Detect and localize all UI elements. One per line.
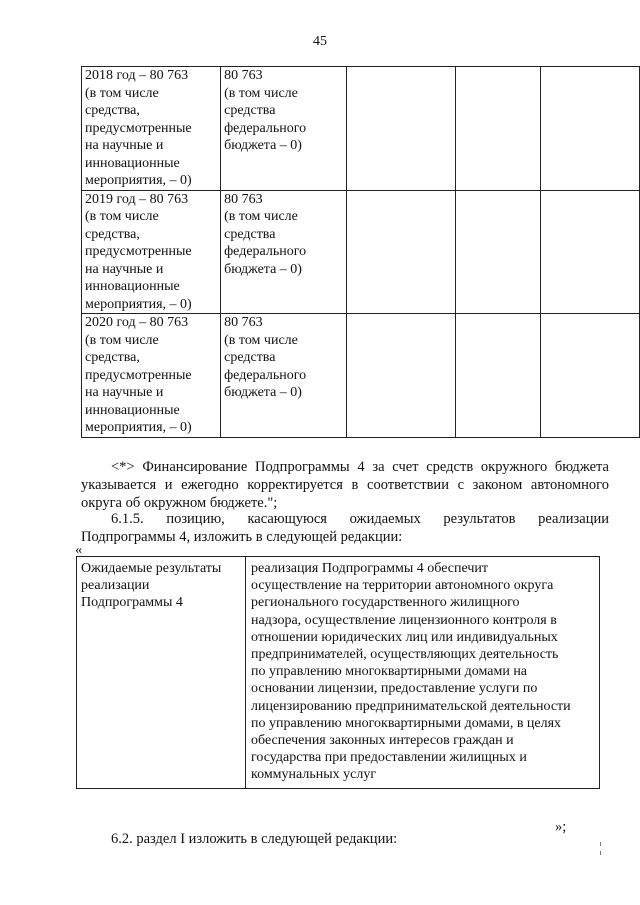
footnote-paragraph: <*> Финансирование Подпрограммы 4 за счет средств окружного бюджета указывается и ежегодно корректируется в соответствии с законом автономного округа об окружном бюджете."; <box>81 459 609 511</box>
cell-line: бюджета – 0) <box>224 138 302 153</box>
cell-line: 80 763 <box>224 315 263 330</box>
cell-line: инновационные <box>85 155 180 171</box>
result-line: реализация Подпрограммы 4 обеспечит <box>251 561 488 576</box>
label-line: реализации <box>81 578 150 594</box>
result-line: обеспечения законных интересов граждан и <box>251 733 514 749</box>
cell-line: (в том числе <box>224 209 298 224</box>
expected-results-label-cell <box>77 557 246 789</box>
table-cell <box>455 190 540 314</box>
item-6-2-paragraph: 6.2. раздел I изложить в следующей редакции: <box>111 831 398 847</box>
table-cell <box>221 314 346 438</box>
cell-line: (в том числе <box>224 332 298 348</box>
cell-line: бюджета – 0) <box>224 261 302 277</box>
item-6-1-5-paragraph: 6.1.5. позицию, касающуюся ожидаемых результатов реализации Подпрограммы 4, изложить в следующей редакции: <box>81 511 609 545</box>
table-cell <box>221 67 346 191</box>
expected-results-table <box>76 556 600 789</box>
table-cell <box>82 190 221 314</box>
table-cell <box>346 67 455 191</box>
label-line: Ожидаемые результаты <box>81 561 222 576</box>
table-cell <box>346 314 455 438</box>
cell-line: инновационные <box>85 279 180 294</box>
table-cell <box>221 190 346 314</box>
result-line: регионального государственного жилищного <box>251 595 520 611</box>
closing-quote: »; <box>555 819 567 835</box>
table-row <box>77 557 600 789</box>
table-row <box>82 67 640 191</box>
cell-line: (в том числе <box>85 209 159 224</box>
cell-line: федерального <box>224 367 307 383</box>
financing-table <box>81 66 640 438</box>
cell-line: (в том числе <box>85 332 159 348</box>
table-row <box>82 190 640 314</box>
cell-line: на научные и <box>85 385 164 400</box>
table-cell <box>541 190 640 314</box>
cell-line: 2020 год – 80 763 <box>85 315 189 330</box>
cell-line: средства, <box>85 103 140 118</box>
label-line: Подпрограммы 4 <box>81 595 183 611</box>
table-cell <box>541 314 640 438</box>
cell-line: средства <box>224 103 276 118</box>
cell-line: средства, <box>85 350 140 365</box>
cell-line: федерального <box>224 244 307 259</box>
cell-line: 80 763 <box>224 191 263 207</box>
cell-line: предусмотренные <box>85 367 192 383</box>
cell-line: бюджета – 0) <box>224 385 302 400</box>
cell-line: федерального <box>224 120 307 136</box>
cell-line: инновационные <box>85 402 180 418</box>
cell-line: предусмотренные <box>85 244 192 259</box>
scan-mark <box>600 842 601 846</box>
result-line: предпринимателей, осуществляющих деятельность <box>251 647 559 663</box>
table-cell <box>82 67 221 191</box>
cell-line: мероприятия, – 0) <box>85 296 192 312</box>
table-cell <box>346 190 455 314</box>
table-cell <box>455 67 540 191</box>
cell-line: мероприятия, – 0) <box>85 173 192 188</box>
cell-line: 80 763 <box>224 68 263 83</box>
result-line: по управлению многоквартирными домами, в целях <box>251 715 562 731</box>
cell-line: 2019 год – 80 763 <box>85 191 189 207</box>
cell-line: на научные и <box>85 261 164 277</box>
result-line: государства при предоставлении жилищных и <box>251 750 527 766</box>
cell-line: предусмотренные <box>85 120 192 136</box>
result-line: осуществление на территории автономного округа <box>251 578 554 594</box>
opening-quote: « <box>75 542 83 558</box>
result-line: отношении юридических лиц или индивидуальных <box>251 629 558 645</box>
table-row <box>82 314 640 438</box>
cell-line: средства, <box>85 226 140 242</box>
cell-line: мероприятия, – 0) <box>85 420 192 435</box>
table-cell <box>82 314 221 438</box>
result-line: по управлению многоквартирными домами на <box>251 664 528 680</box>
result-line: лицензированию предпринимательской деятельности <box>251 698 571 714</box>
page-number: 45 <box>313 34 327 49</box>
result-line: надзора, осуществление лицензионного контроля в <box>251 612 557 628</box>
cell-line: (в том числе <box>224 85 298 101</box>
table-cell <box>455 314 540 438</box>
cell-line: на научные и <box>85 138 164 153</box>
cell-line: средства <box>224 350 276 365</box>
result-line: коммунальных услуг <box>251 767 377 783</box>
cell-line: (в том числе <box>85 85 159 101</box>
cell-line: средства <box>224 226 276 242</box>
result-line: основании лицензии, предоставление услуги по <box>251 681 538 697</box>
cell-line: 2018 год – 80 763 <box>85 68 189 83</box>
scan-mark <box>600 851 601 855</box>
table-cell <box>541 67 640 191</box>
expected-results-text-cell <box>246 557 600 789</box>
